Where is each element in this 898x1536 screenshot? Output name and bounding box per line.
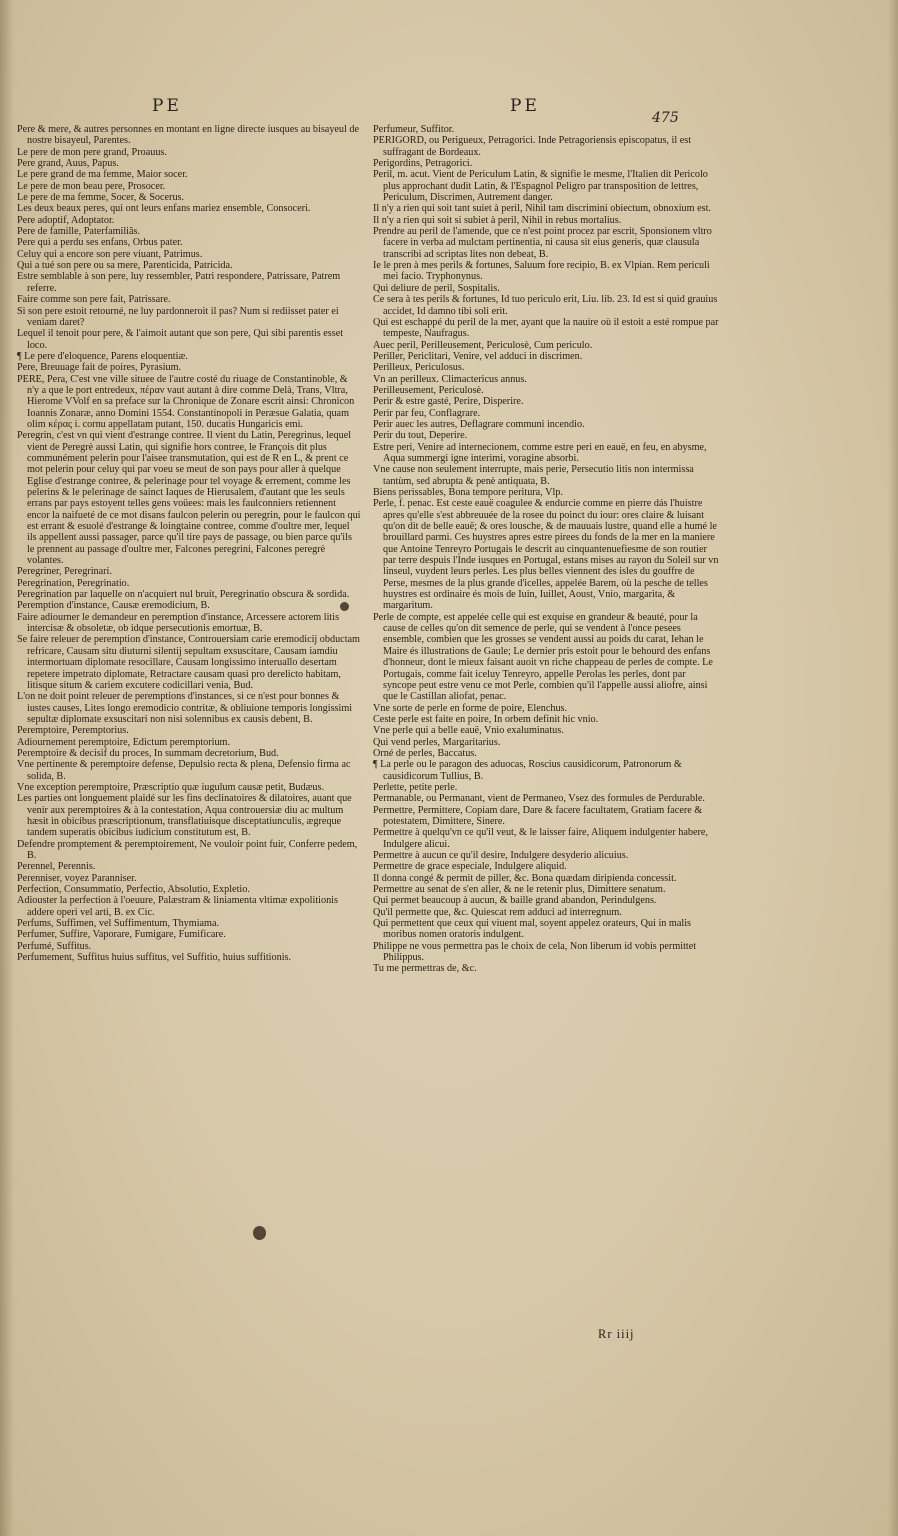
dictionary-entry: Peremption d'instance, Causæ eremodicium, B. bbox=[17, 600, 210, 612]
dictionary-entry: Qui vend perles, Margaritarius. bbox=[373, 736, 501, 748]
dictionary-entry: Ce sera à tes perils & fortunes, Id tuo periculo erit, Liu. lib. 23. Id est si quid grauius accidet, Id damno tibi soli erit. bbox=[373, 294, 718, 317]
dictionary-entry: Il n'y a rien qui soit tant suiet à peril, Nihil tam discrimini obiectum, obnoxium est. bbox=[373, 203, 711, 215]
dictionary-entry: Les deux beaux peres, qui ont leurs enfans mariez ensemble, Consoceri. bbox=[17, 203, 311, 215]
dictionary-entry: Orné de perles, Baccatus. bbox=[373, 747, 477, 759]
dictionary-entry: Perilleux, Periculosus. bbox=[373, 362, 465, 374]
dictionary-entry: Perfumé, Suffitus. bbox=[17, 940, 92, 952]
left-running-head: PE bbox=[152, 96, 182, 116]
dictionary-entry: Vne pertinente & peremptoire defense, Depulsio recta & plena, Defensio firma ac solida, B. bbox=[17, 759, 351, 782]
dictionary-entry: Vne sorte de perle en forme de poire, Elenchus. bbox=[373, 702, 568, 714]
dictionary-entry: ¶ Le pere d'eloquence, Parens eloquentiæ. bbox=[17, 350, 188, 362]
dictionary-entry: Vne cause non seulement interrupte, mais perie, Persecutio litis non intermissa tantùm, sed abrupta & penè antiquata, B. bbox=[373, 464, 694, 487]
dictionary-entry: Le pere de mon pere grand, Proauus. bbox=[17, 146, 167, 158]
dictionary-entry: Le pere de mon beau pere, Prosocer. bbox=[17, 180, 166, 192]
dictionary-entry: Adiouster la perfection à l'oeuure, Palæstram & liniamenta vltimæ expolitionis addere operi vel arti, B. ex Cic. bbox=[17, 895, 338, 918]
dictionary-entry: Perenniser, voyez Paranniser. bbox=[17, 872, 137, 884]
gutter-shadow bbox=[0, 0, 14, 1536]
dictionary-entry: Perle de compte, est appelée celle qui est exquise en grandeur & beauté, pour la cause de celles qu'on dit semence de perle, qui se vendent à l'once pesees ensemble, combien que les grosses se vendent aussi au poids du carat, Iehan le Maire és illustrations de Gaule; Le dernier pris estoit pour le behourd des enfans d'honneur, dont le mieux faisant auoit vn riche chappeau de perles de compte. Le Portugais, comme fait iceluy Tenreyro, appelle Perolas les perles, dont par syncope peut estre venu ce mot Perle, combien qu'il l'appelle aussi aliofre, ainsi que le Castillan aliofat, penac. bbox=[373, 611, 713, 703]
dictionary-entry: Ceste perle est faite en poire, In orbem definit hic vnio. bbox=[373, 713, 599, 725]
dictionary-entry: Perigordins, Petragorici. bbox=[373, 158, 473, 170]
dictionary-entry: Periller, Periclitari, Venire, vel adduci in discrimen. bbox=[373, 350, 583, 362]
dictionary-entry: Permettre de grace especiale, Indulgere aliquid. bbox=[373, 861, 567, 873]
ink-blot bbox=[340, 602, 349, 611]
dictionary-entry: Vn an perilleux. Climactericus annus. bbox=[373, 373, 527, 385]
dictionary-entry: PERIGORD, ou Perigueux, Petragorici. Inde Petragoriensis episcopatus, il est suffragant de Bordeaux. bbox=[373, 135, 692, 158]
dictionary-entry: Lequel il tenoit pour pere, & l'aimoit autant que son pere, Qui sibi parentis esset loco. bbox=[17, 328, 344, 351]
dictionary-entry: Pere de famille, Paterfamiliâs. bbox=[17, 226, 141, 238]
dictionary-entry: Les parties ont longuement plaidé sur les fins declinatoires & dilatoires, auant que venir aux peremptoires & à la contestation, Aqua controuersiæ diu ac multum hæsit in obicibus præscriptionum, transflatiuisque disceptatiunculis, ægreque tandem superatis obicibus iudicium constitutum est, B. bbox=[17, 793, 352, 839]
dictionary-entry: Perir par feu, Conflagrare. bbox=[373, 407, 481, 419]
dictionary-entry: Perilleusement, Periculosè. bbox=[373, 384, 484, 396]
dictionary-entry: Qu'il permette que, &c. Quiescat rem adduci ad interregnum. bbox=[373, 906, 622, 918]
dictionary-entry: Permettre à aucun ce qu'il desire, Indulgere desyderio alicuius. bbox=[373, 850, 629, 861]
dictionary-entry: Se faire releuer de peremption d'instance, Controuersiam carie eremodicij obductam refricare, Causam situ diuturni silentij sepultam exsuscitare, Causam iamdiu intermortuam diplomate resocillare, Causam longissimo interuallo desertam repetere impetrato diplomate, Retractare causam quasi pro derelicto habitam, litisque situm & cariem excutere codicillari venia, Bud. bbox=[17, 634, 360, 691]
dictionary-entry: Pere grand, Auus, Papus. bbox=[17, 158, 119, 170]
dictionary-entry: Qui permet beaucoup à aucun, & baille grand abandon, Perindulgens. bbox=[373, 895, 657, 907]
dictionary-entry: Celuy qui a encore son pere viuant, Patrimus. bbox=[17, 248, 203, 260]
dictionary-entry: Philippe ne vous permettra pas le choix de cela, Non liberum id vobis permittet Philippus. bbox=[373, 940, 697, 964]
dictionary-entry: Peregrin, c'est vn qui vient d'estrange contree. Il vient du Latin, Peregrinus, lequel vient de Peregrè aussi Latin, qui signifie hors contree, le François dit plus communément pelerin pour l'aisee transmutation, qui est de R en L, & prent ce mot pelerin pour celuy qui par voeu se meut de son pays pour aller à quelque Eglise d'estrange contree, & pelerinage pour tel voyage & errement, comme les pelerins & le pelerinage de sainct Iaques de Hierusalem, d'autant que les seuls errans par pays estoyent telles gens voüees: mais les faulconniers retiennent encor la naifueté de ce mot disans faulcon pelerin ou peregrin, pour le faulcon qui est errant & esuolé d'estrange & loingtaine contree, comme d'oultre mer, lequel ils appellent aussi passager, parce qu'il tire pays de passage, ou bien parce qu'ils le prennent au passage d'oultre mer, Falcones peregrini, Falcones peregrè volantes. bbox=[17, 430, 361, 567]
dictionary-entry: Qui deliure de peril, Sospitalis. bbox=[373, 282, 500, 294]
dictionary-entry: Adiournement peremptoire, Edictum peremptorium. bbox=[17, 736, 231, 748]
dictionary-entry: Peregriner, Peregrinari. bbox=[17, 566, 112, 578]
dictionary-entry: Tu me permettras de, &c. bbox=[373, 963, 477, 975]
dictionary-entry: Peregrination, Peregrinatio. bbox=[17, 577, 130, 589]
dictionary-entry: Perfumeur, Suffitor. bbox=[373, 124, 455, 135]
dictionary-entry: Qui a tué son pere ou sa mere, Parenticida, Patricida. bbox=[17, 260, 233, 272]
signature-mark: Rr iiij bbox=[598, 1327, 635, 1341]
dictionary-entry: PERE, Pera, C'est vne ville situee de l'autre costé du riuage de Constantinoble, & n'y a que le port entredeux, πέραν vaut autant à dire comme Delà, Trans, Vltra, Hierome VVolf en sa preface sur la Chronique de Zonare escrit ainsi: Chronicon Ioannis Zonaræ, anno Domini 1554. Constantinopoli in Peræsue Galatia, quam olim κέρας i. cornu appellatam putant, 150. ducatis Hungaricis emi. bbox=[17, 373, 355, 430]
dictionary-entry: Le pere grand de ma femme, Maior socer. bbox=[17, 169, 188, 181]
dictionary-entry: Perfumer, Suffire, Vaporare, Fumigare, Fumificare. bbox=[17, 929, 226, 941]
dictionary-entry: Pere adoptif, Adoptator. bbox=[17, 214, 115, 226]
dictionary-entry: Faire comme son pere fait, Patrissare. bbox=[17, 294, 171, 306]
left-column bbox=[17, 124, 361, 963]
dictionary-entry: Permettre au senat de s'en aller, & ne le retenir plus, Dimittere senatum. bbox=[373, 884, 666, 896]
dictionary-entry: ¶ La perle ou le paragon des aduocas, Roscius causidicorum, Patronorum & causidicorum Tullius, B. bbox=[373, 759, 682, 782]
dictionary-entry: Pere & mere, & autres personnes en montant en ligne directe iusques au bisayeul de nostre bisayeul, Parentes. bbox=[17, 124, 360, 147]
dictionary-entry: Perle, f. penac. Est ceste eauë coagulee & endurcie comme en pierre dás l'huistre apres qu'elle s'est abbreuuée de la rosee du poinct du iour: ores claire & luisant qu'on dit de belle eauë; & ores lousche, & de mauuais lustre, quand elle a humé le brouillard parmi. Ces huystres apres estre pirees du fonds de la mer en la maniere que Antoine Tenreyro Portugais le descrit au cinquantenuefiesme de son routier par terre despuis l'Inde iusques en Portugal, estans mises au rayon du Soleil sur vn linseul, vuydent leurs perles. Les plus belles viennent des isles du gouffre de Perse, mesmes de la plus grande d'icelles, appelée Barem, où la pesche de telles huystres est ordinaire és mois de Iuin, Iuillet, Aoust, Vnio, margarita, & margaritum. bbox=[373, 498, 719, 612]
dictionary-entry: Estre semblable à son pere, luy ressembler, Patri respondere, Patrissare, Patrem referre. bbox=[17, 271, 341, 294]
dictionary-entry: Vne exception peremptoire, Præscriptio quæ iugulum causæ petit, Budæus. bbox=[17, 781, 324, 793]
dictionary-entry: Peril, m. acut. Vient de Periculum Latin, & signifie le mesme, l'Italien dit Pericolo plus approchant dudit Latin, & l'Espagnol Peligro par transposition de lettres, Periculum, Discrimen, Autrement danger. bbox=[373, 169, 708, 204]
dictionary-entry: Biens perissables, Bona tempore peritura, Vlp. bbox=[373, 487, 563, 498]
dictionary-entry: Perlette, petite perle. bbox=[373, 781, 458, 793]
dictionary-entry: Estre peri, Venire ad internecionem, comme estre peri en eauë, en feu, en abysme, Aqua summergi igne interimi, voragine absorbi. bbox=[373, 441, 707, 464]
dictionary-entry: L'on ne doit point releuer de peremptions d'instances, si ce n'est pour bonnes & iustes causes, Lites longo eremodicio contritæ, & obliuione temporis longissimi sepultæ diplomate exsuscitari non nisi solennibus ex causis debent, B. bbox=[17, 691, 353, 725]
dictionary-entry: Vne perle qui a belle eauë, Vnio exaluminatus. bbox=[373, 725, 564, 737]
dictionary-entry: Perfums, Suffimen, vel Suffimentum, Thymiama. bbox=[17, 918, 220, 930]
page-number: 475 bbox=[652, 110, 679, 126]
dictionary-entry: Permettre, Permittere, Copiam dare, Dare & facere facultatem, Gratiam facere & potestatem, Dimittere, Sinere. bbox=[373, 804, 703, 827]
right-running-head: PE bbox=[510, 96, 540, 116]
dictionary-entry: Auec peril, Perilleusement, Periculosè, Cum periculo. bbox=[373, 339, 593, 351]
dictionary-entry: Perir auec les autres, Deflagrare communi incendio. bbox=[373, 418, 585, 430]
right-column bbox=[373, 124, 721, 975]
dictionary-entry: Perir du tout, Deperire. bbox=[373, 430, 468, 442]
dictionary-entry: Perennel, Perennis. bbox=[17, 861, 96, 873]
dictionary-entry: Perfumement, Suffitus huius suffitus, vel Suffitio, huius suffitionis. bbox=[17, 952, 292, 964]
edge-shadow bbox=[888, 0, 898, 1536]
dictionary-entry: Peremptoire & decisif du proces, In summam decretorium, Bud. bbox=[17, 747, 279, 759]
dictionary-entry: Il donna congé & permit de piller, &c. Bona quædam diripienda concessit. bbox=[373, 872, 677, 884]
dictionary-entry: Permettre à quelqu'vn ce qu'il veut, & le laisser faire, Aliquem indulgenter habere, Indulgere alicui. bbox=[373, 827, 708, 850]
dictionary-entry: Pere qui a perdu ses enfans, Orbus pater. bbox=[17, 237, 183, 249]
dictionary-entry: Peregrination par laquelle on n'acquiert nul bruit, Peregrinatio obscura & sordida. bbox=[17, 589, 350, 601]
dictionary-entry: Le pere de ma femme, Socer, & Socerus. bbox=[17, 192, 185, 204]
dictionary-entry: Si son pere estoit retourné, ne luy pardonneroit il pas? Num si rediisset pater ei veniam daret? bbox=[17, 305, 339, 328]
dictionary-entry: Qui permettent que ceux qui viuent mal, soyent appelez orateurs, Qui in malis moribus nomen oratoris indulgent. bbox=[373, 918, 691, 941]
dictionary-entry: Prendre au peril de l'amende, que ce n'est point procez par escrit, Sponsionem vltro facere in verba ad mulctam pertinentia, ni causa sit eius generis, quæ clausula transcribi ad scriptas lites non debeat, B. bbox=[373, 226, 712, 260]
dictionary-entry: Ie le pren à mes perils & fortunes, Saluum fore recipio, B. ex Vlpian. Rem periculi mei facio. Tryphonynus. bbox=[373, 260, 710, 283]
dictionary-entry: Permanable, ou Permanant, vient de Permaneo, Vsez des formules de Perdurable. bbox=[373, 793, 705, 805]
dictionary-entry: Qui est eschappé du peril de la mer, ayant que la nauire où il estoit a esté rompue par tempeste, Naufragus. bbox=[373, 316, 719, 340]
dictionary-entry: Perfection, Consummatio, Perfectio, Absolutio, Expletio. bbox=[17, 884, 250, 896]
dictionary-entry: Faire adiourner le demandeur en peremption d'instance, Arcessere actorem litis intercisæ & obsoletæ, ob idque persecutionis emortuæ, B. bbox=[17, 611, 340, 635]
dictionary-entry: Il n'y a rien qui soit si subiet à peril, Nihil in rebus mortalius. bbox=[373, 214, 622, 226]
ink-blot bbox=[253, 1226, 266, 1240]
dictionary-entry: Perir & estre gasté, Perire, Disperire. bbox=[373, 396, 524, 408]
dictionary-entry: Peremptoire, Peremptorius. bbox=[17, 725, 129, 737]
dictionary-entry: Pere, Breuuage fait de poires, Pyrasium. bbox=[17, 362, 182, 374]
dictionary-entry: Defendre promptement & peremptoirement, Ne vouloir point fuir, Conferre pedem, B. bbox=[17, 838, 358, 861]
